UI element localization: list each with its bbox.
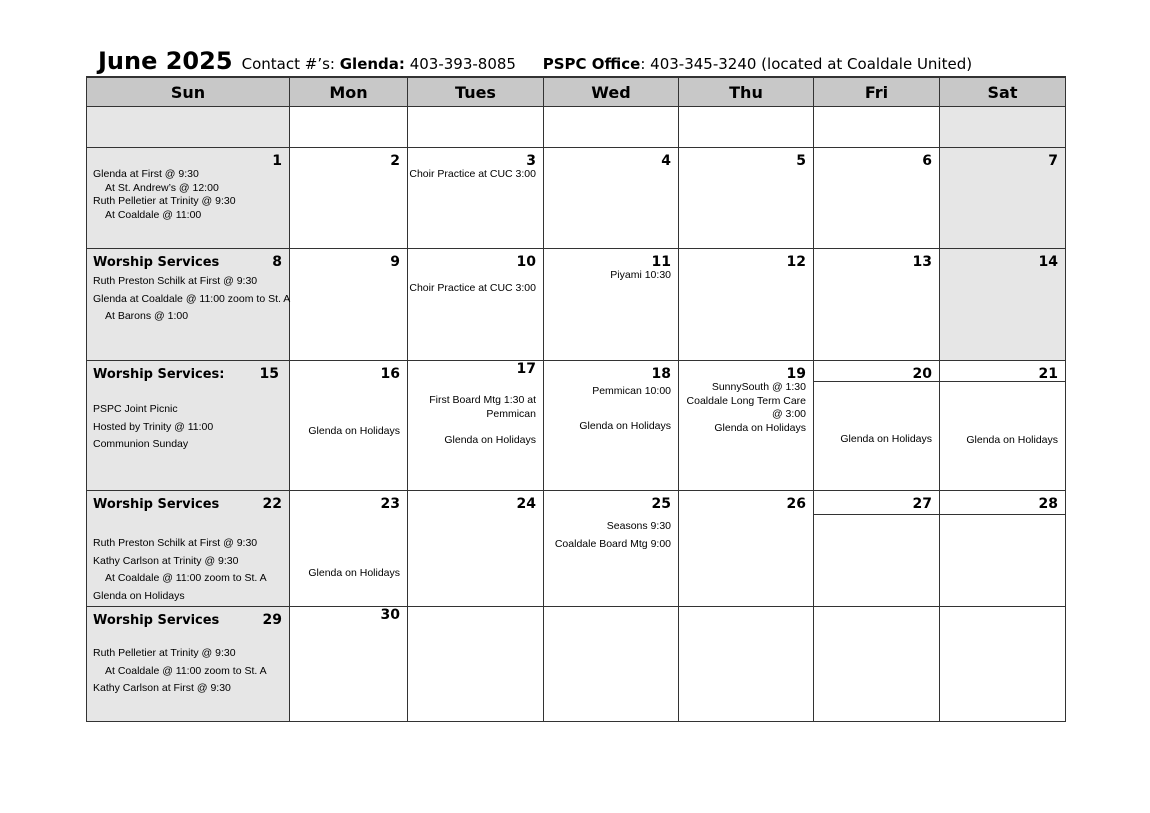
day-number: 8	[272, 254, 282, 270]
day-cell-9	[290, 249, 408, 361]
event-item: Glenda on Holidays	[966, 434, 1058, 446]
day-cell-14	[940, 249, 1066, 361]
event-list	[93, 401, 213, 454]
day-cell-7	[940, 148, 1066, 249]
day-number: 23	[380, 496, 400, 512]
day-cell-10	[408, 249, 544, 361]
day-number: 25	[651, 496, 671, 512]
day-cell-6	[814, 148, 940, 249]
event-item: First Board Mtg 1:30 at	[429, 394, 536, 406]
event-item: Glenda at First @ 9:30	[93, 168, 199, 180]
day-number: 2	[390, 153, 400, 169]
day-cell-4	[544, 148, 679, 249]
event-item: Seasons 9:30	[606, 520, 671, 532]
event-list	[93, 273, 290, 326]
day-cell-23	[290, 491, 408, 607]
day-cell-2	[290, 148, 408, 249]
contact-line	[242, 55, 972, 73]
day-number: 30	[380, 607, 400, 623]
contact-label: Contact #’s:	[241, 55, 335, 73]
calendar-grid	[86, 76, 1066, 722]
day-number: 28	[1038, 496, 1058, 512]
day-number: 26	[786, 496, 806, 512]
day-number: 6	[922, 153, 932, 169]
event-list	[93, 168, 236, 222]
event-item: Glenda on Holidays	[308, 567, 400, 579]
day-number: 29	[262, 612, 282, 628]
week-row-5	[87, 607, 1066, 722]
office-label: PSPC Office	[542, 55, 641, 73]
day-cell-17	[408, 361, 544, 491]
event-item: Glenda at Coaldale @ 11:00 zoom to St. A	[93, 292, 291, 305]
event-item: Glenda on Holidays	[579, 420, 671, 432]
day-number: 21	[1038, 366, 1058, 382]
event-list	[687, 381, 806, 435]
worship-services-title: Worship Services	[93, 255, 220, 270]
day-cell-25	[544, 491, 679, 607]
event-item: Ruth Pelletier at Trinity @ 9:30	[93, 647, 236, 659]
event-item: At Barons @ 1:00	[105, 310, 189, 322]
event-item: Glenda on Holidays	[714, 421, 806, 434]
day-cell-empty	[544, 107, 679, 148]
weekday-wed: Wed	[544, 77, 679, 107]
event-item: Ruth Preston Schilk at First @ 9:30	[93, 275, 258, 287]
event-item: SunnySouth @ 1:30	[711, 381, 806, 393]
weekday-sat: Sat	[940, 77, 1066, 107]
event-item: Glenda on Holidays	[93, 589, 185, 602]
day-number: 11	[651, 254, 671, 270]
day-number: 17	[516, 361, 536, 377]
day-number: 9	[390, 254, 400, 270]
event-list	[93, 645, 267, 698]
weekday-header-row	[87, 77, 1066, 107]
day-number: 18	[651, 366, 671, 382]
day-number: 20	[912, 366, 932, 382]
day-cell-18	[544, 361, 679, 491]
event-item: Glenda on Holidays	[840, 433, 932, 445]
day-cell-8	[87, 249, 290, 361]
office-phone: : 403-345-3240 (located at Coaldale United)	[640, 55, 973, 73]
day-cell-empty	[814, 607, 940, 722]
event-item: Hosted by Trinity @ 11:00	[93, 420, 214, 433]
day-number: 22	[262, 496, 282, 512]
day-number: 16	[380, 366, 400, 382]
day-cell-13	[814, 249, 940, 361]
day-number: 13	[912, 254, 932, 270]
glenda-label: Glenda:	[339, 55, 405, 73]
event-item: Pemmican 10:00	[592, 385, 671, 397]
day-cell-28	[940, 491, 1066, 607]
event-item: Glenda on Holidays	[308, 425, 400, 437]
day-number: 7	[1048, 153, 1058, 169]
event-list	[429, 394, 536, 421]
day-cell-empty	[940, 607, 1066, 722]
week-row-3	[87, 361, 1066, 491]
day-cell-1	[87, 148, 290, 249]
day-number: 19	[786, 366, 806, 382]
day-number: 14	[1038, 254, 1058, 270]
day-cell-27	[814, 491, 940, 607]
weekday-thu: Thu	[679, 77, 814, 107]
event-item: Communion Sunday	[93, 438, 189, 450]
day-cell-empty	[940, 107, 1066, 148]
worship-services-title: Worship Services	[93, 613, 220, 628]
event-item: Choir Practice at CUC 3:00	[409, 282, 536, 294]
event-item: Kathy Carlson at Trinity @ 9:30	[93, 554, 239, 567]
weekday-fri: Fri	[814, 77, 940, 107]
day-cell-30	[290, 607, 408, 722]
day-number: 4	[661, 153, 671, 169]
calendar-header	[98, 47, 972, 75]
day-cell-empty	[290, 107, 408, 148]
event-item: At Coaldale @ 11:00 zoom to St. A	[105, 664, 267, 677]
worship-services-title: Worship Services	[93, 497, 220, 512]
event-item: Coaldale Long Term Care	[686, 394, 806, 407]
day-cell-5	[679, 148, 814, 249]
event-item: @ 3:00	[771, 408, 806, 420]
weekday-mon: Mon	[290, 77, 408, 107]
day-cell-empty	[408, 607, 544, 722]
day-cell-20	[814, 361, 940, 491]
event-item: PSPC Joint Picnic	[93, 403, 178, 415]
event-item: Ruth Pelletier at Trinity @ 9:30	[93, 195, 236, 207]
day-cell-empty	[87, 107, 290, 148]
day-cell-empty	[679, 107, 814, 148]
day-cell-16	[290, 361, 408, 491]
day-cell-22	[87, 491, 290, 607]
day-number: 12	[786, 254, 806, 270]
day-number: 24	[516, 496, 536, 512]
day-cell-24	[408, 491, 544, 607]
month-title: June 2025	[98, 47, 233, 75]
day-number: 1	[272, 153, 282, 169]
day-cell-12	[679, 249, 814, 361]
event-item: Piyami 10:30	[610, 269, 671, 281]
event-list	[93, 535, 267, 605]
event-list	[555, 518, 671, 553]
event-item: Ruth Preston Schilk at First @ 9:30	[93, 537, 258, 549]
day-number: 3	[526, 153, 536, 169]
day-cell-21	[940, 361, 1066, 491]
day-number: 15	[259, 366, 279, 382]
day-number: 5	[796, 153, 806, 169]
day-number: 27	[912, 496, 932, 512]
day-cell-19	[679, 361, 814, 491]
day-cell-26	[679, 491, 814, 607]
worship-services-title: Worship Services:	[93, 367, 225, 382]
week-row-2	[87, 249, 1066, 361]
week-row-1	[87, 148, 1066, 249]
day-cell-3	[408, 148, 544, 249]
day-cell-empty	[544, 607, 679, 722]
event-item: Kathy Carlson at First @ 9:30	[93, 682, 231, 694]
day-cell-empty	[408, 107, 544, 148]
day-cell-11	[544, 249, 679, 361]
day-cell-empty	[679, 607, 814, 722]
event-item: At Coaldale @ 11:00 zoom to St. A	[105, 572, 267, 584]
event-item: Coaldale Board Mtg 9:00	[554, 537, 671, 550]
event-item: At Coaldale @ 11:00	[105, 208, 202, 221]
day-number: 10	[516, 254, 536, 270]
event-item: At St. Andrew’s @ 12:00	[105, 181, 219, 194]
week-row-4	[87, 491, 1066, 607]
day-cell-29	[87, 607, 290, 722]
event-item: Pemmican	[486, 407, 536, 420]
event-item: Choir Practice at CUC 3:00	[409, 168, 536, 180]
weekday-tue: Tues	[408, 77, 544, 107]
day-cell-empty	[814, 107, 940, 148]
blank-week-row	[87, 107, 1066, 148]
glenda-phone: 403-393-8085	[409, 55, 516, 73]
event-item: Glenda on Holidays	[444, 434, 536, 446]
day-cell-15	[87, 361, 290, 491]
weekday-sun: Sun	[87, 77, 290, 107]
